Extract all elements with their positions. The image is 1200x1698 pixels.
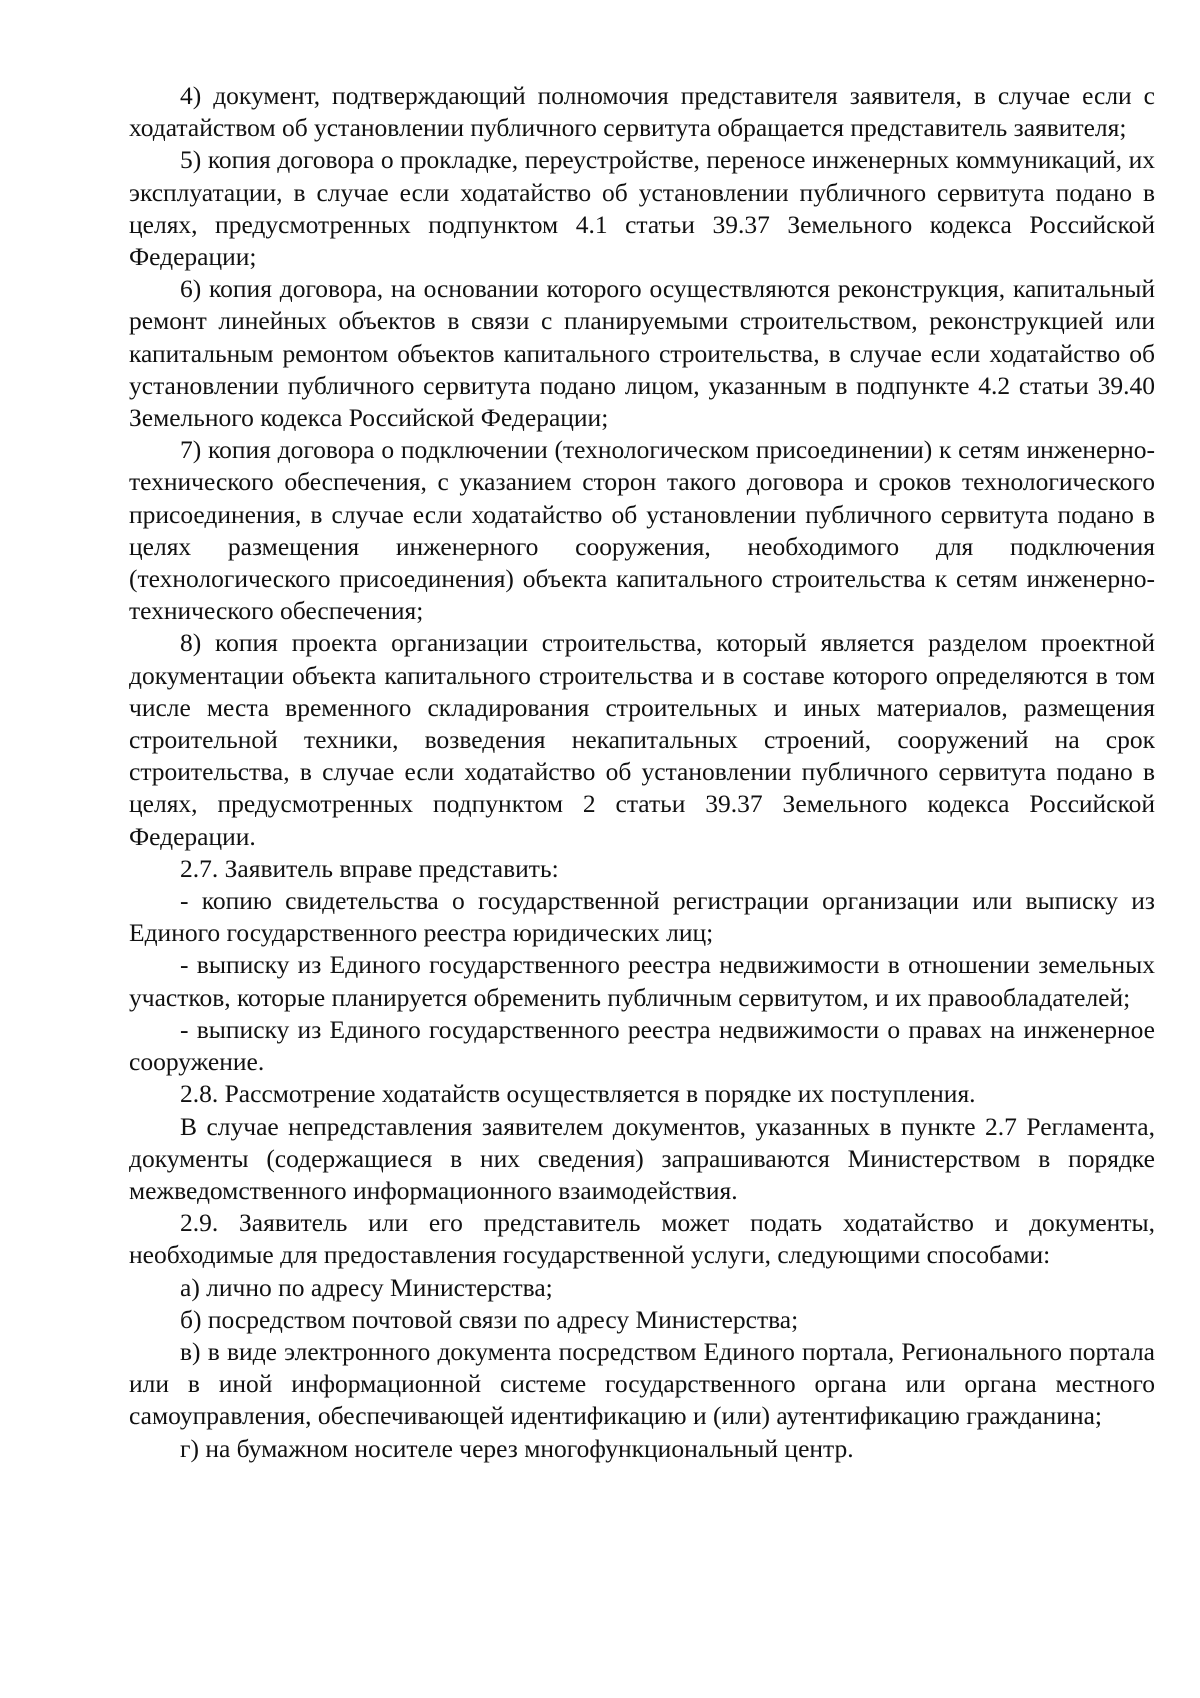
list-item-real-estate-extract: - выписку из Единого государственного реестра недвижимости в отношении земельных участков, которые планируется обременить публичным сервитутом, и их правообладателей; — [129, 950, 1155, 1012]
method-item-b: б) посредством почтовой связи по адресу Министерства; — [180, 1304, 799, 1334]
section-2-8-paragraph: 2.8. Рассмотрение ходатайств осуществляется в порядке их поступления. — [180, 1079, 976, 1109]
paragraph-item-4: 4) документ, подтверждающий полномочия представителя заявителя, в случае если с ходатайством об установлении публичного сервитута обращается представитель заявителя; — [129, 81, 1155, 143]
list-item-certificate-copy: - копию свидетельства о государственной регистрации организации или выписку из Единого государственного реестра юридических лиц; — [129, 886, 1155, 948]
non-submission-paragraph: В случае непредставления заявителем документов, указанных в пункте 2.7 Регламента, документы (содержащиеся в них сведения) запрашиваются Министерством в порядке межведомственного информационного взаимодействия. — [129, 1111, 1155, 1205]
paragraph-item-6: 6) копия договора, на основании которого осуществляются реконструкция, капитальный ремонт линейных объектов в связи с планируемыми строительством, реконструкцией или капитальным ремонтом объектов капитального строительства, в случае если ходатайство об установлении публичного сервитута подано лицом, указанным в подпункте 4.2 статьи 39.40 Земельного кодекса Российской Федерации; — [129, 274, 1155, 433]
method-item-g: г) на бумажном носителе через многофункциональный центр. — [180, 1433, 854, 1463]
paragraph-item-8: 8) копия проекта организации строительства, который является разделом проектной документации объекта капитального строительства и в составе которого определяются в том числе места временного складирования строительных и иных материалов, размещения строительной техники, возведения некапитальных строений, сооружений на срок строительства, в случае если ходатайство об установлении публичного сервитута подано в целях, предусмотренных подпунктом 2 статьи 39.37 Земельного кодекса Российской Федерации. — [129, 628, 1155, 851]
list-item-rights-extract: - выписку из Единого государственного реестра недвижимости о правах на инженерное сооружение. — [129, 1014, 1155, 1077]
section-2-7-heading: 2.7. Заявитель вправе представить: — [180, 853, 559, 883]
paragraph-item-7: 7) копия договора о подключении (технологическом присоединении) к сетям инженерно-технического обеспечения, с указанием сторон такого договора и сроков технологического присоединения, в случае если ходатайство об установлении публичного сервитута подано в целях размещения инженерного сооружения, необходимого для подключения (технологического присоединения) объекта капитального строительства к сетям инженерно-технического обеспечения; — [129, 435, 1155, 626]
method-item-a: а) лично по адресу Министерства; — [180, 1272, 553, 1302]
section-2-9-paragraph: 2.9. Заявитель или его представитель может подать ходатайство и документы, необходимые для предоставления государственной услуги, следующими способами: — [129, 1208, 1155, 1270]
paragraph-item-5: 5) копия договора о прокладке, переустройстве, переносе инженерных коммуникаций, их эксплуатации, в случае если ходатайство об установлении публичного сервитута подано в целях, предусмотренных подпунктом 4.1 статьи 39.37 Земельного кодекса Российской Федерации; — [129, 145, 1155, 272]
method-item-v: в) в виде электронного документа посредством Единого портала, Регионального портала или в иной информационной системе государственного органа или органа местного самоуправления, обеспечивающей идентификацию и (или) аутентификацию гражданина; — [129, 1336, 1155, 1431]
document-page — [129, 80, 1155, 1465]
